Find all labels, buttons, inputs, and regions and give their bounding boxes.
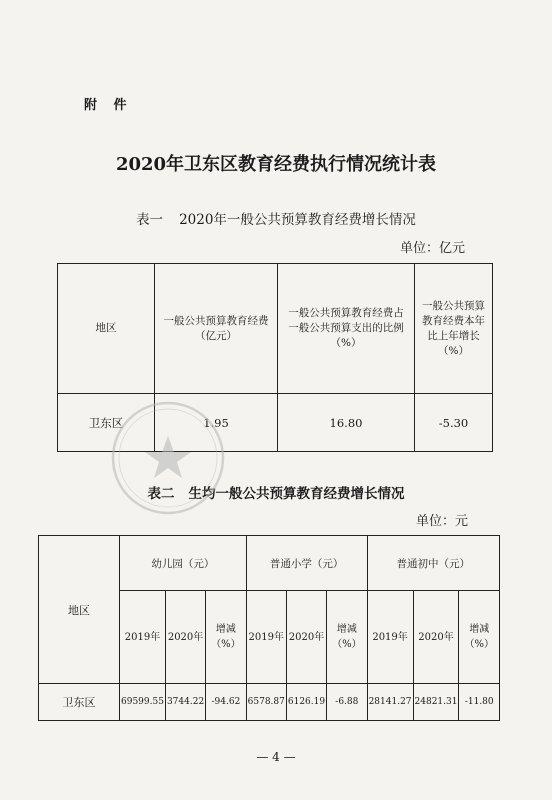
table-row [58, 394, 493, 452]
table2-cell-primary-2019: 6578.87 [246, 684, 286, 721]
table2-sub-change: 增减（%） [327, 591, 367, 684]
table1 [57, 263, 493, 452]
table1-header-region: 地区 [58, 264, 155, 394]
page-number: — 4 — [256, 750, 296, 764]
table2-group-junior: 普通初中（元） [367, 536, 499, 591]
table1-caption-number: 表一 [136, 212, 164, 228]
table2-sub-2020: 2020年 [286, 591, 326, 684]
table1-cell-region: 卫东区 [58, 394, 155, 452]
table2-sub-2020: 2020年 [165, 591, 205, 684]
table1-header-row [58, 264, 493, 394]
table2-caption-number: 表二 [147, 486, 175, 502]
table2-cell-region: 卫东区 [39, 684, 120, 721]
table1-header-growth: 一般公共预算教育经费本年比上年增长（%） [415, 264, 493, 394]
table2-header-region: 地区 [39, 536, 120, 684]
table1-cell-funds: 1.95 [155, 394, 278, 452]
table2-caption-text: 生均一般公共预算教育经费增长情况 [188, 486, 405, 502]
table2-unit: 单位：元 [416, 514, 469, 529]
page-title: 2020年卫东区教育经费执行情况统计表 [115, 154, 437, 175]
table2-caption [0, 482, 552, 502]
attachment-label: 附 件 [84, 98, 133, 113]
table1-cell-ratio: 16.80 [278, 394, 415, 452]
table2-sub-change: 增减（%） [459, 591, 500, 684]
table-row [39, 684, 500, 721]
table1-caption [0, 208, 552, 228]
table2-cell-junior-2019: 28141.27 [367, 684, 413, 721]
table2-cell-primary-2020: 6126.19 [286, 684, 326, 721]
table2-cell-primary-change: -6.88 [327, 684, 367, 721]
table1-caption-text: 2020年一般公共预算教育经费增长情况 [179, 212, 416, 228]
table1-header-funds: 一般公共预算教育经费（亿元） [155, 264, 278, 394]
table2-group-kindergarten: 幼儿园（元） [120, 536, 247, 591]
table2-group-row [39, 536, 500, 591]
table2-cell-kindergarten-2019: 69599.55 [120, 684, 166, 721]
table2-sub-2020: 2020年 [413, 591, 459, 684]
table2-cell-junior-change: -11.80 [459, 684, 500, 721]
table1-header-ratio: 一般公共预算教育经费占一般公共预算支出的比例（%） [278, 264, 415, 394]
table2-cell-kindergarten-change: -94.62 [206, 684, 246, 721]
table2-cell-kindergarten-2020: 3744.22 [165, 684, 205, 721]
table2-group-primary: 普通小学（元） [246, 536, 367, 591]
table1-cell-growth: -5.30 [415, 394, 493, 452]
table1-unit: 单位：亿元 [400, 241, 466, 256]
table2-cell-junior-2020: 24821.31 [413, 684, 459, 721]
table2-sub-2019: 2019年 [367, 591, 413, 684]
table2-sub-change: 增减（%） [206, 591, 246, 684]
table2-sub-2019: 2019年 [120, 591, 166, 684]
table2-sub-2019: 2019年 [246, 591, 286, 684]
table2 [38, 535, 500, 721]
